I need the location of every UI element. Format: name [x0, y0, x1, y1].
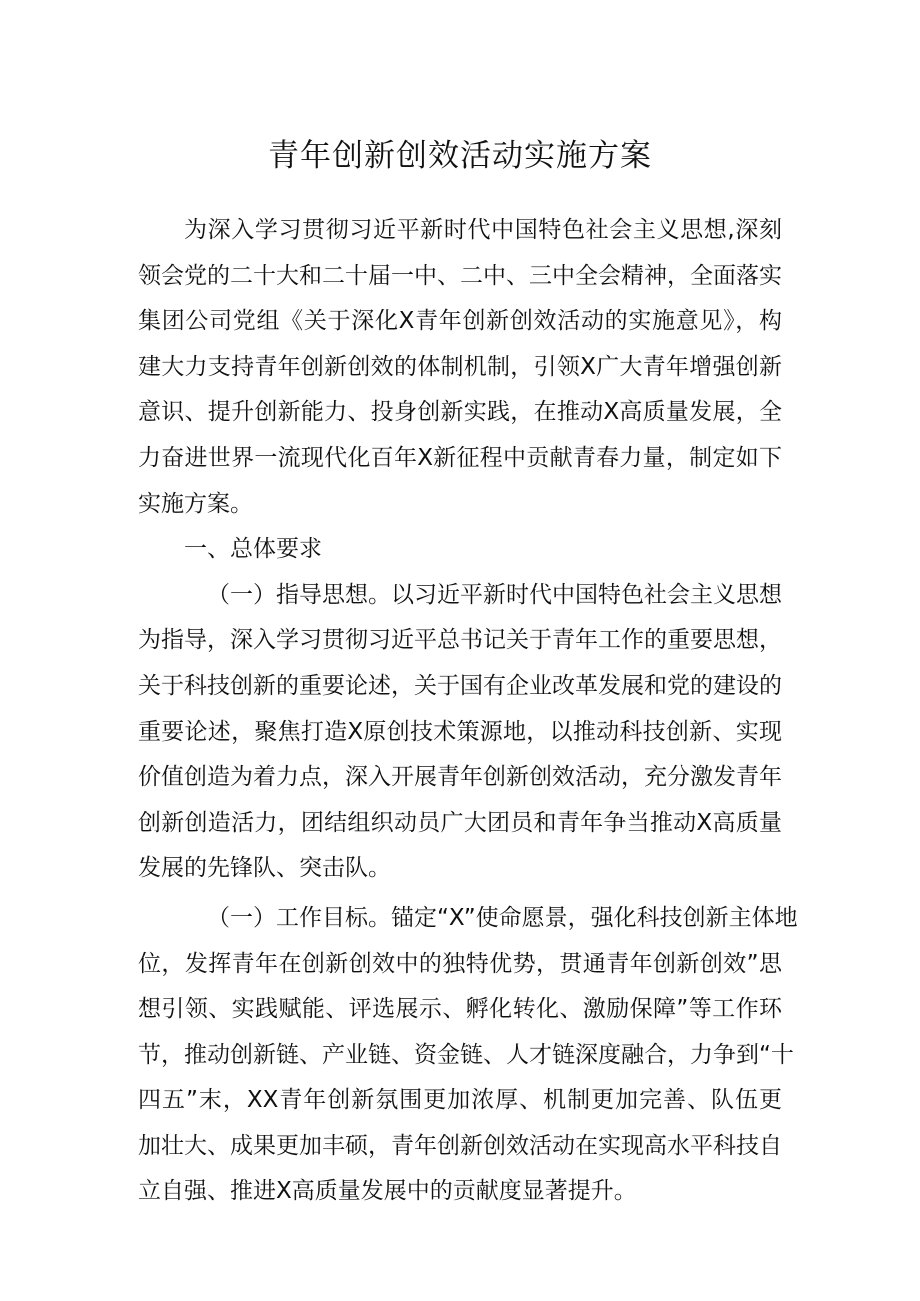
work-goals-line: 位，发挥青年在创新创效中的独特优势，贯通青年创新创效”思	[138, 950, 782, 977]
guiding-ideology-line: 关于科技创新的重要论述，关于国有企业改革发展和党的建设的	[138, 672, 782, 699]
guiding-ideology-line: 重要论述，聚焦打造X原创技术策源地，以推动科技创新、实现	[138, 718, 782, 745]
guiding-ideology-line: （一）指导思想。以习近平新时代中国特色社会主义思想	[207, 581, 782, 608]
intro-line: 实施方案。	[138, 490, 253, 517]
intro-line: 集团公司党组《关于深化X青年创新创效活动的实施意见》，构	[138, 308, 782, 335]
work-goals-line: 四五”末，XX青年创新氛围更加浓厚、机制更加完善、队伍更	[138, 1087, 782, 1114]
intro-line: 力奋进世界一流现代化百年X新征程中贡献青春力量，制定如下	[138, 444, 782, 471]
intro-line: 建大力支持青年创新创效的体制机制，引领X广大青年增强创新	[138, 353, 782, 380]
intro-line: 意识、提升创新能力、投身创新实践，在推动X高质量发展，全	[138, 399, 782, 426]
document-title: 青年创新创效活动实施方案	[268, 138, 652, 174]
intro-line: 领会党的二十大和二十届一中、二中、三中全会精神，全面落实	[138, 262, 782, 289]
guiding-ideology-line: 发展的先锋队、突击队。	[138, 855, 391, 882]
document-body	[138, 208, 798, 1215]
work-goals-line: 加壮大、成果更加丰硕，青年创新创效活动在实现高水平科技自	[138, 1132, 782, 1159]
work-goals-line: （一）工作目标。锚定“X”使命愿景，强化科技创新主体地	[207, 904, 798, 931]
work-goals-line: 想引领、实践赋能、评选展示、孵化转化、激励保障”等工作环	[138, 996, 782, 1023]
work-goals-line: 立自强、推进X高质量发展中的贡献度显著提升。	[138, 1178, 637, 1205]
section-heading: 一、总体要求	[184, 536, 322, 563]
intro-line: 为深入学习贯彻习近平新时代中国特色社会主义思想,深刻	[184, 217, 782, 243]
work-goals-line: 节，推动创新链、产业链、资金链、人才链深度融合，力争到“十	[138, 1041, 794, 1068]
guiding-ideology-line: 为指导，深入学习贯彻习近平总书记关于青年工作的重要思想，	[138, 627, 782, 654]
guiding-ideology-line: 价值创造为着力点，深入开展青年创新创效活动，充分激发青年	[138, 764, 782, 791]
guiding-ideology-line: 创新创造活力，团结组织动员广大团员和青年争当推动X高质量	[138, 809, 782, 836]
